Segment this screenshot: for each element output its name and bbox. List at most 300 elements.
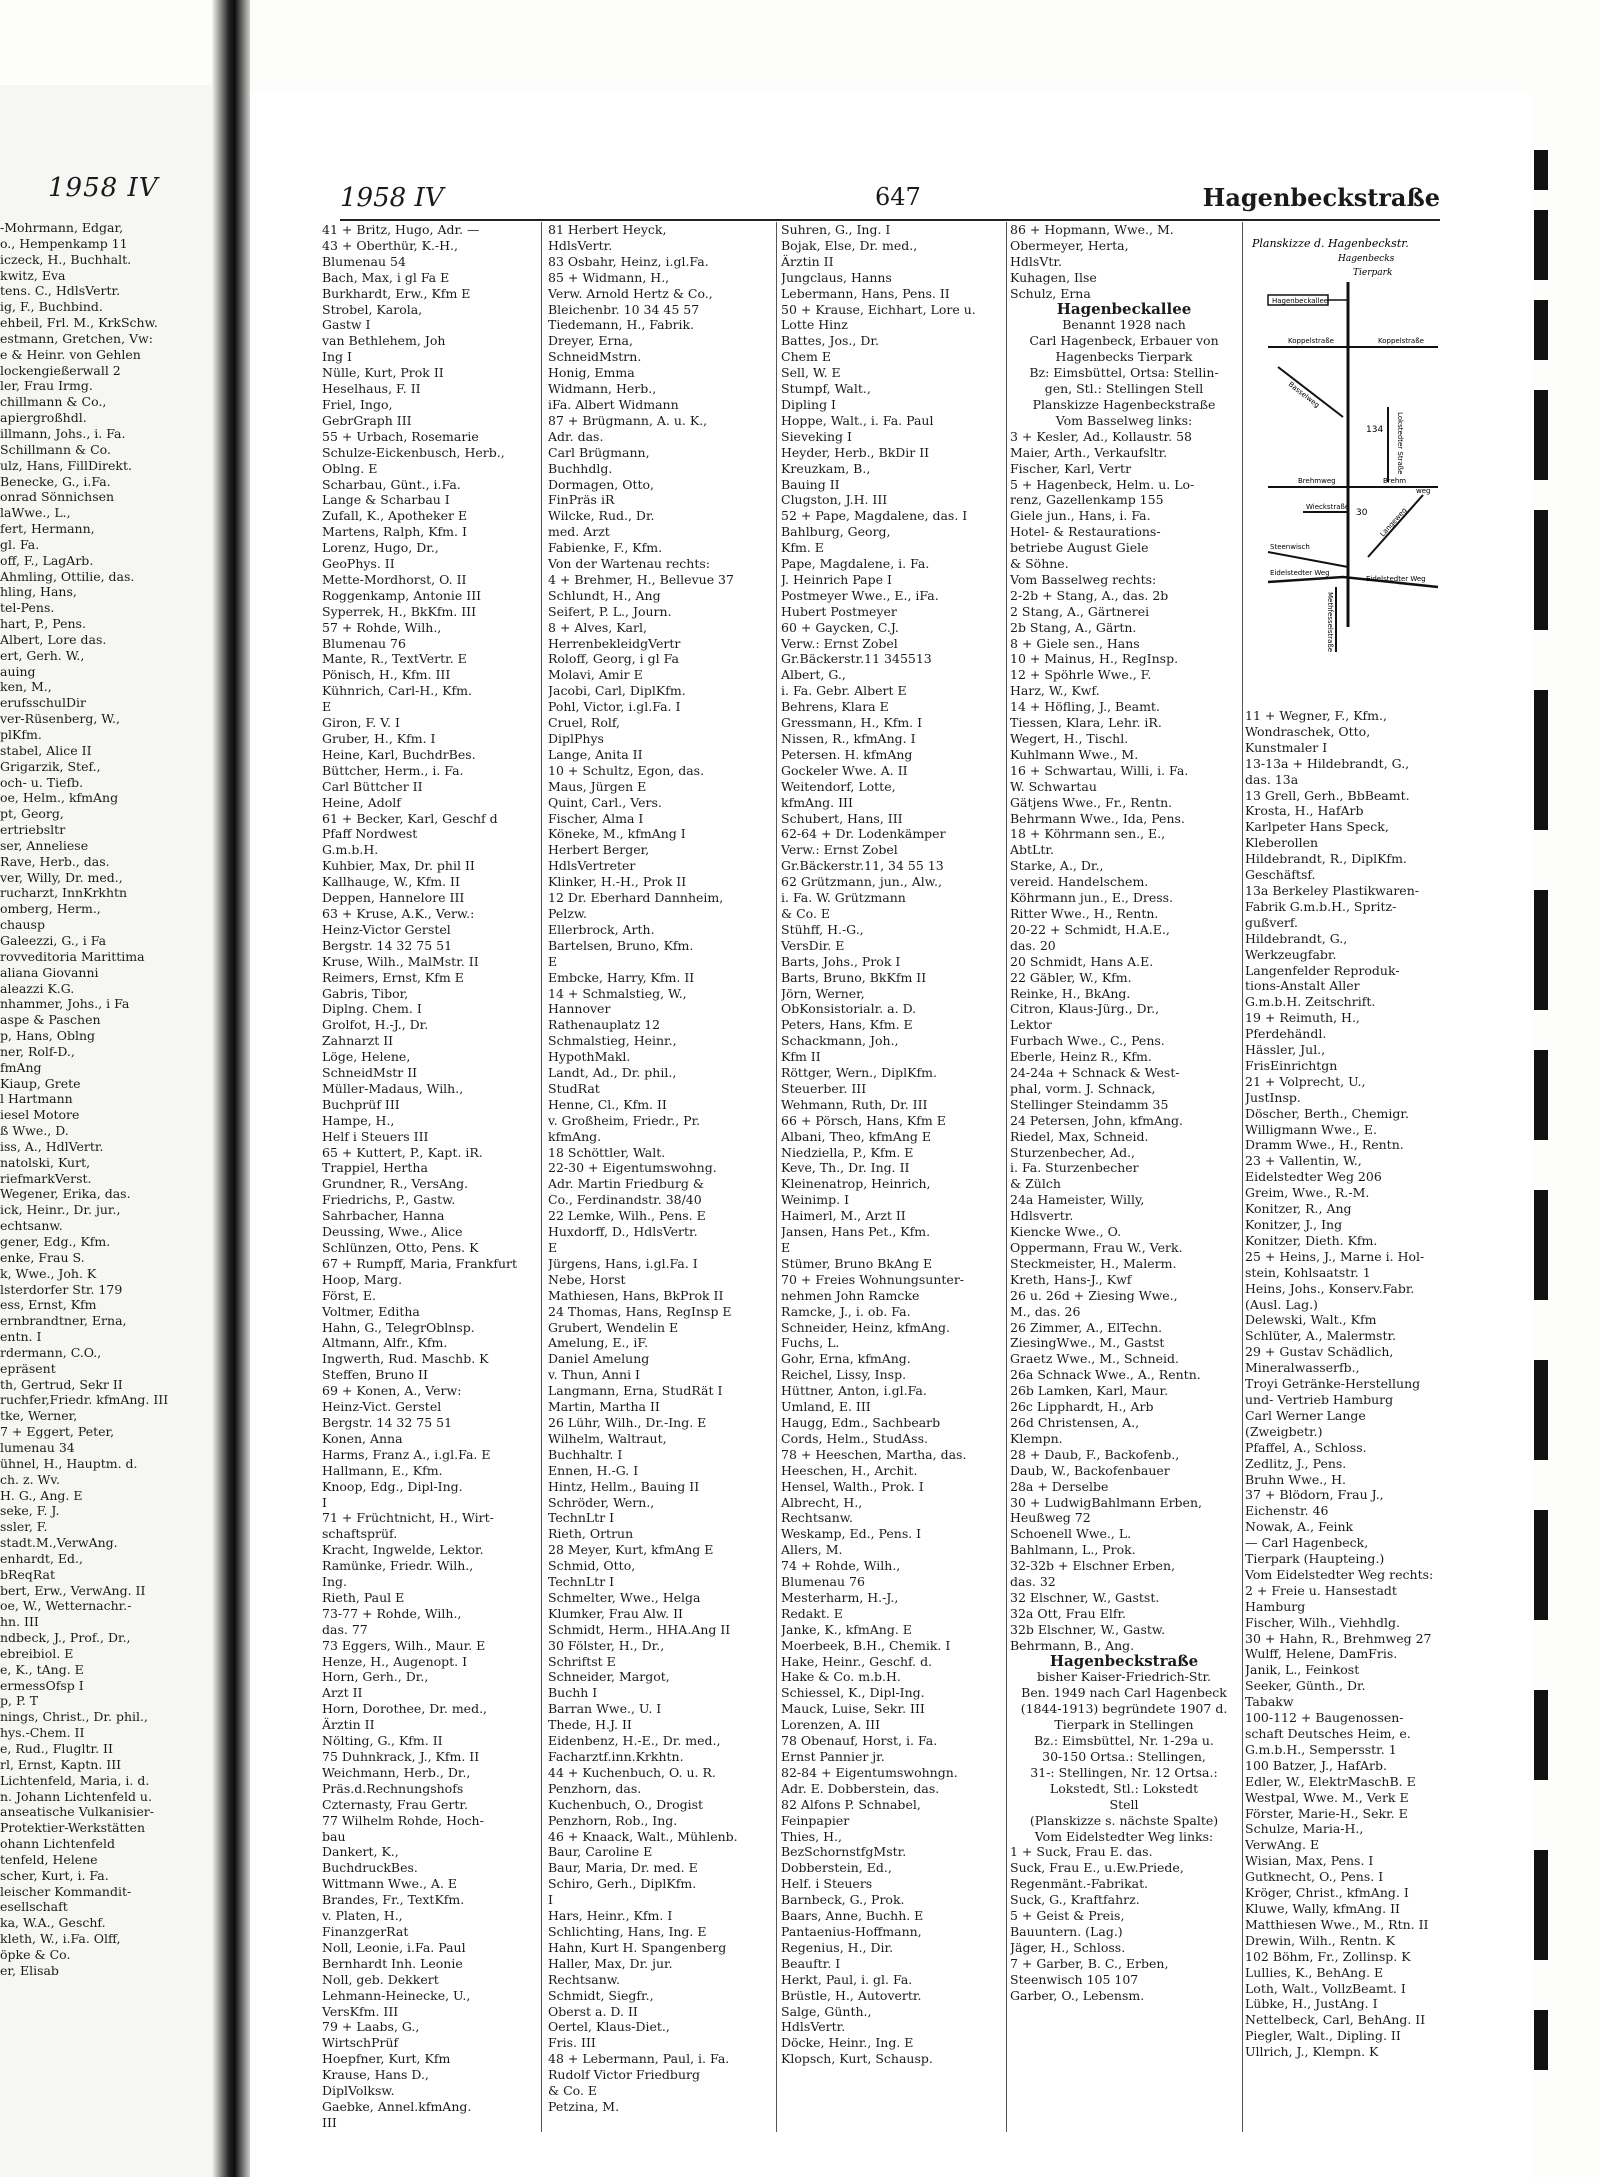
directory-entry-line: lockengießerwall 2 (0, 362, 121, 378)
directory-entry-line: Lehmann-Heinecke, U., (322, 1987, 471, 2003)
directory-entry-line: Gressmann, H., Kfm. I (781, 715, 923, 731)
directory-entry-line: das. 32 (1010, 1574, 1056, 1590)
directory-entry-line: i. Fa. W. Grützmann (781, 890, 906, 906)
map-label: 30 (1356, 508, 1368, 518)
directory-entry-line: Pantaenius-Hoffmann, (781, 1923, 922, 1939)
directory-entry-line: Hoepfner, Kurt, Kfm (322, 2051, 451, 2067)
directory-entry-line: Albani, Theo, kfmAng E (781, 1128, 931, 1144)
directory-entry-line: 85 + Widmann, H., (548, 269, 670, 285)
directory-entry-line: lumenau 34 (0, 1439, 75, 1455)
directory-entry-line: 75 Duhnkrack, J., Kfm. II (322, 1749, 480, 1764)
directory-entry-line: iss, A., HdlVertr. (0, 1138, 104, 1154)
directory-entry-line: ch. z. Wv. (0, 1471, 60, 1487)
directory-entry-line: J. Heinrich Pape I (781, 571, 892, 587)
directory-entry-line: Stell (1109, 1796, 1139, 1812)
directory-entry-line: Martin, Martha II (548, 1399, 660, 1415)
directory-entry-line: 2b Stang, A., Gärtn. (1010, 619, 1137, 635)
directory-entry-line: FinanzgerRat (322, 1923, 409, 1939)
directory-entry-line: Rieth, Ortrun (548, 1526, 634, 1542)
directory-entry-line: Ingwerth, Rud. Maschb. K (322, 1351, 489, 1367)
directory-entry-line: ulz, Hans, FillDirekt. (0, 457, 132, 473)
directory-entry-line: Benannt 1928 nach (1062, 317, 1186, 333)
map-label: 134 (1366, 425, 1384, 435)
directory-entry-line: erufsschulDir (0, 695, 86, 711)
directory-entry-line: Maus, Jürgen E (548, 778, 647, 794)
directory-entry-line: hn. III (0, 1614, 39, 1630)
directory-entry-line: 79 + Laabs, G., (322, 2019, 420, 2035)
directory-entry-line: Konitzer, J., Ing (1245, 1217, 1343, 1232)
directory-entry-line: kleth, W., i.Fa. Olff, (0, 1931, 121, 1947)
directory-entry-line: ken, M., (0, 679, 52, 695)
directory-entry-line: Beauftr. I (781, 1955, 841, 1971)
directory-entry-line: Voltmer, Editha (322, 1303, 420, 1319)
directory-entry-line: ermessOfsp I (0, 1677, 84, 1693)
directory-entry-line: Pfaffel, A., Schloss. (1245, 1439, 1367, 1455)
directory-entry-line: 26 Zimmer, A., ElTechn. (1010, 1319, 1163, 1335)
directory-entry-line: k, Wwe., Joh. K (0, 1265, 97, 1281)
directory-entry-line: Hampe, H., (322, 1112, 395, 1128)
directory-entry-line: Lotte Hinz (781, 317, 848, 333)
directory-entry-line: vereid. Handelschem. (1010, 874, 1149, 890)
directory-entry-line: 44 + Kuchenbuch, O. u. R. (548, 1764, 716, 1780)
edge-mark (1534, 1690, 1548, 1780)
directory-entry-line: Schmelter, Wwe., Helga (548, 1589, 701, 1605)
directory-entry-line: Gohr, Erna, kfmAng. (781, 1351, 911, 1367)
directory-entry-line: Honig, Emma (548, 365, 635, 381)
directory-entry-line: ObKonsistorialr. a. D. (781, 1001, 917, 1017)
directory-entry-line: -Mohrmann, Edgar, (0, 220, 124, 235)
directory-entry-line: 8 + Giele sen., Hans (1010, 635, 1140, 651)
directory-entry-line: Fischer, Wilh., Viehhdlg. (1245, 1614, 1400, 1630)
directory-entry-line: E (322, 699, 332, 715)
directory-entry-line: 5 + Hagenbeck, Helm. u. Lo- (1010, 476, 1195, 492)
directory-entry-line: 8 + Alves, Karl, (548, 619, 647, 635)
directory-entry-line: I (322, 1494, 327, 1510)
directory-entry-line: tions-Anstalt Aller (1245, 978, 1360, 994)
directory-entry-line: Starke, A., Dr., (1010, 858, 1104, 874)
edge-mark (1534, 1360, 1548, 1460)
directory-entry-line: Lichtenfeld, Maria, i. d. (0, 1772, 150, 1788)
map-label: Eidelstedter Weg (1366, 575, 1426, 583)
directory-entry-line: schaftsprüf. (322, 1526, 398, 1542)
directory-entry-line: Stumpf, Walt., (781, 381, 871, 397)
directory-entry-line: 2 Stang, A., Gärtnerei (1010, 603, 1150, 619)
directory-entry-line: Haller, Max, Dr. jur. (548, 1955, 673, 1971)
directory-entry-line: 26 u. 26d + Ziesing Wwe., (1010, 1287, 1178, 1303)
directory-entry-line: Nölting, G., Kfm. II (322, 1733, 443, 1749)
directory-entry-line: 60 + Gaycken, C.J. (781, 619, 899, 635)
directory-entry-line: v. Platen, H., (322, 1908, 403, 1924)
directory-entry-line: Ennen, H.-G. I (548, 1462, 639, 1478)
directory-entry-line: hys.-Chem. II (0, 1725, 85, 1741)
directory-entry-line: 22-30 + Eigentumswohng. (548, 1160, 717, 1176)
directory-entry-line: apiergroßhdl. (0, 410, 87, 426)
directory-entry-line: van Bethlehem, Joh (322, 333, 446, 349)
directory-entry-line: Horn, Gerh., Dr., (322, 1669, 429, 1685)
directory-entry-line: Salge, Günth., (781, 2003, 872, 2019)
directory-entry-line: 4 + Brehmer, H., Bellevue 37 (548, 571, 734, 587)
directory-entry-line: 73 Eggers, Wilh., Maur. E (322, 1637, 486, 1653)
directory-entry-line: Jacobi, Carl, DiplKfm. (548, 683, 686, 699)
directory-entry-line: Penzhorn, das. (548, 1780, 642, 1796)
directory-entry-line: ig, F., Buchbind. (0, 299, 103, 315)
directory-entry-line: Fris. III (548, 2035, 596, 2051)
directory-entry-line: ndbeck, J., Prof., Dr., (0, 1630, 131, 1646)
directory-entry-line: Weskamp, Ed., Pens. I (781, 1526, 922, 1542)
directory-entry-line: Löge, Helene, (322, 1049, 411, 1065)
directory-entry-line: ssler, F. (0, 1519, 48, 1535)
directory-entry-line: e, K., tAng. E (0, 1661, 84, 1677)
directory-entry-line: GeoPhys. II (322, 556, 395, 572)
map-title: Planskizze d. Hagenbeckstr. (1252, 237, 1409, 250)
directory-entry-line: Rechtsanw. (548, 1971, 620, 1987)
directory-entry-line: Fischer, Karl, Vertr (1010, 460, 1132, 476)
directory-entry-line: 10 + Mainus, H., RegInsp. (1010, 651, 1179, 667)
directory-entry-line: Köneke, M., kfmAng I (548, 826, 686, 842)
directory-entry-line: er, Elisab (0, 1962, 59, 1978)
directory-entry-line: Heselhaus, F. II (322, 381, 421, 397)
directory-entry-line: i. Fa. Gebr. Albert E (781, 683, 907, 699)
directory-entry-line: Burkhardt, Erw., Kfm E (322, 285, 471, 301)
directory-entry-line: 1 + Suck, Frau E. das. (1010, 1844, 1153, 1860)
directory-entry-line: Matthiesen Wwe., M., Rtn. II (1245, 1916, 1429, 1932)
directory-entry-line: Battes, Jos., Dr. (781, 333, 879, 349)
directory-entry-line: ertriebsltr (0, 822, 66, 838)
directory-entry-line: Schneider, Heinz, kfmAng. (781, 1319, 950, 1335)
directory-entry-line: Drewin, Wilh., Rentn. K (1245, 1932, 1395, 1948)
directory-entry-line: Horn, Dorothee, Dr. med., (322, 1701, 488, 1717)
directory-entry-line: Bach, Max, i gl Fa E (322, 269, 450, 285)
directory-entry-line: tke, Werner, (0, 1408, 78, 1424)
directory-entry-line: Werkzeugfabr. (1245, 946, 1337, 962)
directory-entry-line: 26b Lamken, Karl, Maur. (1010, 1383, 1169, 1399)
directory-entry-line: Carl Brügmann, (548, 444, 650, 460)
directory-entry-line: Deussing, Wwe., Alice (322, 1224, 463, 1240)
directory-entry-line: Schiessel, K., Dipl-Ing. (781, 1685, 925, 1701)
directory-entry-line: Schubert, Hans, III (781, 810, 903, 826)
column-divider (1242, 222, 1243, 2132)
directory-entry-line: Postmeyer Wwe., E., iFa. (781, 587, 939, 603)
directory-entry-line: phal, vorm. J. Schnack, (1010, 1080, 1156, 1096)
directory-entry-line: Kreth, Hans-J., Kwf (1010, 1271, 1132, 1287)
directory-entry-line: Präs.d.Rechnungshofs (322, 1780, 464, 1796)
directory-entry-line: G.m.b.H. Zeitschrift. (1245, 994, 1376, 1010)
directory-entry-line: Thies, H., (781, 1828, 842, 1844)
directory-entry-line: 46 + Knaack, Walt., Mühlenb. (548, 1828, 738, 1844)
column-divider (776, 222, 777, 2132)
directory-entry-line: 3 + Kesler, Ad., Kollaustr. 58 (1010, 428, 1193, 444)
directory-entry-line: onrad Sönnichsen (0, 489, 115, 505)
directory-entry-line: Nettelbeck, Carl, BehAng. II (1245, 2012, 1426, 2028)
directory-entry-line: 25 + Heins, J., Marne i. Hol- (1245, 1248, 1425, 1264)
map-road (1278, 367, 1343, 417)
directory-entry-line: Gr.Bäckerstr.11, 34 55 13 (781, 858, 944, 874)
directory-entry-line: Daub, W., Backofenbauer (1010, 1462, 1170, 1478)
directory-entry-line: Kallhauge, W., Kfm. II (322, 874, 460, 890)
directory-entry-line: Eichenstr. 46 (1245, 1503, 1329, 1519)
directory-entry-line: Rave, Herb., das. (0, 853, 110, 869)
edge-mark (1534, 150, 1548, 190)
directory-entry-line: Wilhelm, Waltraut, (548, 1430, 667, 1446)
edge-mark (1534, 1190, 1548, 1300)
directory-entry-line: TechnLtr I (548, 1510, 615, 1526)
directory-entry-line: Dreyer, Erna, (548, 333, 633, 349)
directory-entry-line: ebreibiol. E (0, 1645, 74, 1661)
directory-entry-line: 62 Grützmann, jun., Alw., (781, 874, 942, 890)
directory-entry-line: 26d Christensen, A., (1010, 1414, 1140, 1430)
directory-entry-line: & Co. E (548, 2083, 598, 2099)
directory-entry-line: renz, Gazellenkamp 155 (1010, 492, 1164, 508)
directory-entry-line: Pelzw. (548, 905, 588, 921)
directory-entry-line: Scharbau, Günt., i.Fa. (322, 476, 461, 492)
directory-entry-line: Ärztin II (781, 253, 834, 269)
directory-entry-line: 74 + Rohde, Wilh., (781, 1558, 901, 1574)
directory-entry-line: Kröger, Christ., kfmAng. I (1245, 1885, 1409, 1901)
street-heading-hagenbeckstrasse: Hagenbeckstraße (1049, 1653, 1199, 1670)
directory-entry-line: Bartelsen, Bruno, Kfm. (548, 937, 694, 953)
directory-entry-line: Hars, Heinr., Kfm. I (548, 1908, 673, 1924)
directory-entry-line: Helf. i Steuers (781, 1876, 873, 1892)
directory-entry-line: Mauck, Luise, Sekr. III (781, 1701, 925, 1717)
directory-entry-line: Hildebrandt, R., DiplKfm. (1245, 851, 1407, 867)
directory-entry-line: kfmAng. (548, 1128, 602, 1144)
directory-entry-line: Buchh I (548, 1685, 598, 1701)
edge-mark (1534, 390, 1548, 480)
directory-entry-line: 30 + LudwigBahlmann Erben, (1010, 1494, 1202, 1510)
directory-entry-line: Niedziella, P., Kfm. E (781, 1144, 914, 1160)
directory-entry-line: 52 + Pape, Magdalene, das. I (781, 508, 968, 524)
directory-entry-line: 48 + Lebermann, Paul, i. Fa. (548, 2051, 730, 2067)
directory-entry-line: seke, F. J. (0, 1503, 60, 1519)
directory-entry-line: ler, Frau Irmg. (0, 378, 93, 394)
directory-entry-line: Wilcke, Rud., Dr. (548, 508, 655, 524)
directory-entry-line: 7 + Garber, B. C., Erben, (1010, 1955, 1169, 1971)
directory-entry-line: Wittmann Wwe., A. E (322, 1876, 458, 1892)
directory-entry-line: Sahrbacher, Hanna (322, 1208, 445, 1224)
directory-entry-line: Huxdorff, D., HdlsVertr. (548, 1224, 698, 1240)
directory-entry-line: Hildebrandt, G., (1245, 930, 1348, 946)
directory-entry-line: Bruhn Wwe., H. (1245, 1471, 1347, 1487)
directory-entry-line: Hensel, Walth., Prok. I (781, 1478, 924, 1494)
directory-entry-line: Obermeyer, Herta, (1010, 237, 1129, 253)
directory-entry-line: 82-84 + Eigentumswohngn. (781, 1764, 958, 1780)
edge-mark (1534, 1510, 1548, 1620)
directory-entry-line: 24-24a + Schnack & West- (1010, 1065, 1180, 1081)
directory-entry-line: Ing I (322, 349, 352, 365)
directory-entry-line: Grigarzik, Stef., (0, 758, 101, 774)
directory-entry-line: Pönisch, H., Kfm. III (322, 667, 451, 683)
directory-entry-line: Wehmann, Ruth, Dr. III (781, 1096, 928, 1112)
directory-entry-line: Weinimp. I (781, 1192, 850, 1208)
directory-entry-line: leischer Kommandit- (0, 1883, 132, 1899)
directory-entry-line: 7 + Eggert, Peter, (0, 1424, 115, 1440)
directory-entry-line: 77 Wilhelm Rohde, Hoch- (322, 1812, 484, 1828)
directory-entry-line: Klopsch, Kurt, Schausp. (781, 2051, 933, 2067)
directory-entry-line: Planskizze Hagenbeckstraße (1032, 396, 1216, 412)
directory-entry-line: HdlsVertr. (548, 237, 613, 253)
directory-entry-line: Dankert, K., (322, 1844, 399, 1860)
directory-entry-line: Mette-Mordhorst, O. II (322, 571, 467, 587)
directory-entry-line: Geschäftsf. (1245, 867, 1316, 883)
directory-entry-line: 13a Berkeley Plastikwaren- (1245, 882, 1419, 898)
directory-entry-line: Gaebke, Annel.kfmAng. (322, 2098, 472, 2114)
directory-entry-line: Lokstedt, Stl.: Lokstedt (1049, 1780, 1199, 1796)
directory-entry-line: Sieveking I (781, 428, 852, 444)
directory-entry-line: 24 Thomas, Hans, RegInsp E (548, 1303, 732, 1319)
directory-entry-line: Hahn, G., TelegrOblnsp. (322, 1319, 475, 1335)
directory-entry-line: Bergstr. 14 32 75 51 (322, 937, 453, 953)
directory-entry-line: Cruel, Rolf, (548, 715, 621, 731)
directory-entry-line: hling, Hans, (0, 584, 77, 600)
directory-entry-line: Kunstmaler I (1245, 739, 1328, 755)
directory-entry-line: Gruber, H., Kfm. I (322, 731, 436, 746)
directory-entry-line: Reinke, H., BkAng. (1010, 985, 1131, 1001)
directory-entry-line: Hamburg (1245, 1598, 1306, 1614)
directory-entry-line: III (322, 2114, 337, 2130)
directory-entry-line: Vom Basselweg links: (1055, 412, 1193, 428)
directory-entry-line: Konitzer, R., Ang (1245, 1201, 1352, 1217)
directory-entry-line: 20-22 + Schmidt, H.A.E., (1010, 921, 1170, 937)
directory-entry-line: Quint, Carl., Vers. (548, 794, 662, 810)
directory-entry-line: Jansen, Hans Pet., Kfm. (781, 1224, 931, 1240)
directory-entry-line: Nissen, R., kfmAng. I (781, 731, 916, 746)
directory-entry-line: Kiaup, Grete (0, 1075, 81, 1091)
directory-entry-line: Allers, M. (781, 1542, 843, 1558)
directory-entry-line: Deppen, Hannelore III (322, 890, 465, 906)
directory-entry-line: Langmann, Erna, StudRät I (548, 1383, 723, 1399)
directory-entry-line: Haugg, Edm., Sachbearb (781, 1414, 941, 1430)
directory-entry-line: nings, Christ., Dr. phil., (0, 1709, 148, 1725)
directory-entry-line: ernbrandtner, Erna, (0, 1313, 127, 1329)
directory-entry-line: Langenfelder Reproduk- (1245, 962, 1400, 978)
directory-entry-line: Redakt. E (781, 1605, 843, 1621)
directory-entry-line: DiplVolksw. (322, 2083, 395, 2099)
directory-entry-line: Diplng. Chem. I (322, 1001, 422, 1017)
directory-entry-line: 67 + Rumpff, Maria, Frankfurt (322, 1255, 518, 1271)
directory-entry-line: scher, Kurt, i. Fa. (0, 1867, 109, 1883)
directory-entry-line: Bz: Eimsbüttel, Ortsa: Stellin- (1029, 365, 1219, 381)
directory-entry-line: (Ausl. Lag.) (1245, 1296, 1318, 1312)
directory-entry-line: Kuchenbuch, O., Drogist (548, 1796, 704, 1812)
directory-entry-line: Hotel- & Restaurations- (1010, 524, 1161, 540)
directory-entry-line: Jürgens, Hans, i.gl.Fa. I (548, 1255, 698, 1271)
directory-entry-line: 21 + Volprecht, U., (1245, 1073, 1366, 1089)
directory-entry-line: Buchprüf III (322, 1096, 400, 1112)
directory-entry-line: ruchfer,Friedr. kfmAng. III (0, 1392, 169, 1408)
directory-entry-line: Behrmann, B., Ang. (1010, 1637, 1135, 1653)
directory-entry-line: 26a Schnack Wwe., A., Rentn. (1010, 1367, 1201, 1383)
directory-entry-line: Konen, Anna (322, 1430, 403, 1446)
directory-entry-line: Schulz, Erna (1010, 285, 1091, 301)
edge-mark (1534, 890, 1548, 1010)
directory-entry-line: 41 + Britz, Hugo, Adr. — (322, 222, 480, 237)
edge-mark (1534, 1050, 1548, 1140)
directory-entry-line: 23 + Vallentin, W., (1245, 1153, 1362, 1169)
directory-entry-line: Hahn, Kurt H. Spangenberg (548, 1939, 727, 1955)
directory-entry-line: Döcke, Heinr., Ing. E (781, 2035, 914, 2051)
directory-entry-line: Ellerbrock, Arth. (548, 921, 655, 937)
directory-entry-line: Krause, Hans D., (322, 2067, 429, 2083)
directory-entry-line: pt, Georg, (0, 806, 64, 822)
directory-entry-line: Widmann, Herb., (548, 381, 657, 397)
directory-entry-line: Verw.: Ernst Zobel (781, 842, 898, 858)
directory-entry-line: aleazzi K.G. (0, 980, 75, 996)
directory-entry-line: Noll, Leonie, i.Fa. Paul (322, 1939, 466, 1955)
directory-entry-line: Giele jun., Hans, i. Fa. (1010, 508, 1151, 524)
map-label: Brehm (1383, 477, 1407, 485)
directory-entry-line: Reimers, Ernst, Kfm E (322, 969, 464, 985)
directory-entry-line: Adr. das. (548, 428, 604, 444)
directory-entry-line: Westpal, Wwe. M., Verk E (1245, 1789, 1409, 1805)
directory-entry-line: JustInsp. (1245, 1089, 1301, 1105)
edge-mark (1534, 2010, 1548, 2070)
directory-entry-line: Kühnrich, Carl-H., Kfm. (322, 683, 473, 699)
directory-entry-line: Nülle, Kurt, Prok II (322, 365, 444, 381)
directory-entry-line: Carl Hagenbeck, Erbauer von (1029, 333, 1219, 349)
directory-entry-line: Hoop, Marg. (322, 1271, 403, 1287)
directory-entry-line: Giron, F. V. I (322, 715, 400, 731)
directory-entry-line: Blumenau 54 (322, 253, 406, 269)
directory-entry-line: Brandes, Fr., TextKfm. (322, 1892, 465, 1908)
directory-entry-line: riefmarkVerst. (0, 1170, 92, 1186)
directory-entry-line: Dramm Wwe., H., Rentn. (1245, 1137, 1404, 1153)
page-year: 1958 IV (340, 183, 444, 213)
directory-entry-line: 70 + Freies Wohnungsunter- (781, 1271, 965, 1287)
directory-entry-line: öpke & Co. (0, 1946, 71, 1962)
map-label: Tierpark (1353, 268, 1393, 278)
directory-entry-line: schaft Deutsches Heim, e. (1245, 1726, 1411, 1741)
column-2 (548, 222, 773, 2132)
directory-entry-line: ka, W.A., Geschf. (0, 1915, 106, 1931)
directory-entry-line: Schulze-Eickenbusch, Herb., (322, 444, 505, 460)
directory-entry-line: Weitendorf, Lotte, (781, 778, 896, 794)
directory-entry-line: HdlsVertreter (548, 858, 636, 874)
left-page-fragment (0, 85, 212, 2177)
directory-entry-line: Kuhbier, Max, Dr. phil II (322, 858, 475, 874)
directory-entry-line: 12 Dr. Eberhard Dannheim, (548, 890, 724, 906)
directory-entry-line: Suck, Frau E., u.Ew.Priede, (1010, 1860, 1184, 1876)
directory-entry-line: rovveditoria Marittima (0, 948, 145, 964)
directory-entry-line: E (548, 1240, 558, 1255)
directory-entry-line: Herbert Berger, (548, 842, 650, 858)
directory-entry-line: Buchhaltr. I (548, 1446, 623, 1462)
directory-entry-line: 10 + Schultz, Egon, das. (548, 762, 705, 778)
directory-entry-line: I (548, 1892, 553, 1908)
directory-entry-line: Dipling I (781, 396, 836, 412)
directory-entry-line: Jörn, Werner, (781, 985, 865, 1001)
directory-entry-line: Klinker, H.-H., Prok II (548, 874, 687, 890)
directory-entry-line: HypothMakl. (548, 1049, 631, 1065)
directory-entry-line: Penzhorn, Rob., Ing. (548, 1812, 678, 1828)
directory-entry-line: Schillmann & Co. (0, 441, 111, 457)
directory-entry-line: Heyder, Herb., BkDir II (781, 444, 930, 460)
directory-entry-line: Bojak, Else, Dr. med., (781, 237, 918, 253)
directory-entry-line: Facharztf.inn.Krkhtn. (548, 1749, 684, 1764)
directory-entry-line: Eidelstedter Weg 206 (1245, 1169, 1382, 1185)
directory-entry-line: Eberle, Heinz R., Kfm. (1010, 1049, 1152, 1065)
directory-entry-line: Von der Wartenau rechts: (548, 556, 710, 572)
directory-entry-line: Sturzenbecher, Ad., (1010, 1144, 1136, 1160)
directory-entry-line: HdlsVtr. (1010, 253, 1062, 269)
directory-entry-line: GebrGraph III (322, 412, 412, 428)
column-1 (322, 222, 537, 2132)
directory-entry-line: Stühff, H.-G., (781, 921, 864, 937)
directory-entry-line: Fabrik G.m.b.H., Spritz- (1245, 898, 1397, 914)
directory-entry-line: 65 + Kuttert, P., Kapt. iR. (322, 1144, 483, 1160)
directory-entry-line: aspe & Paschen (0, 1012, 101, 1028)
column-4 (1010, 222, 1238, 2132)
directory-entry-line: Willigmann Wwe., E. (1245, 1121, 1377, 1137)
